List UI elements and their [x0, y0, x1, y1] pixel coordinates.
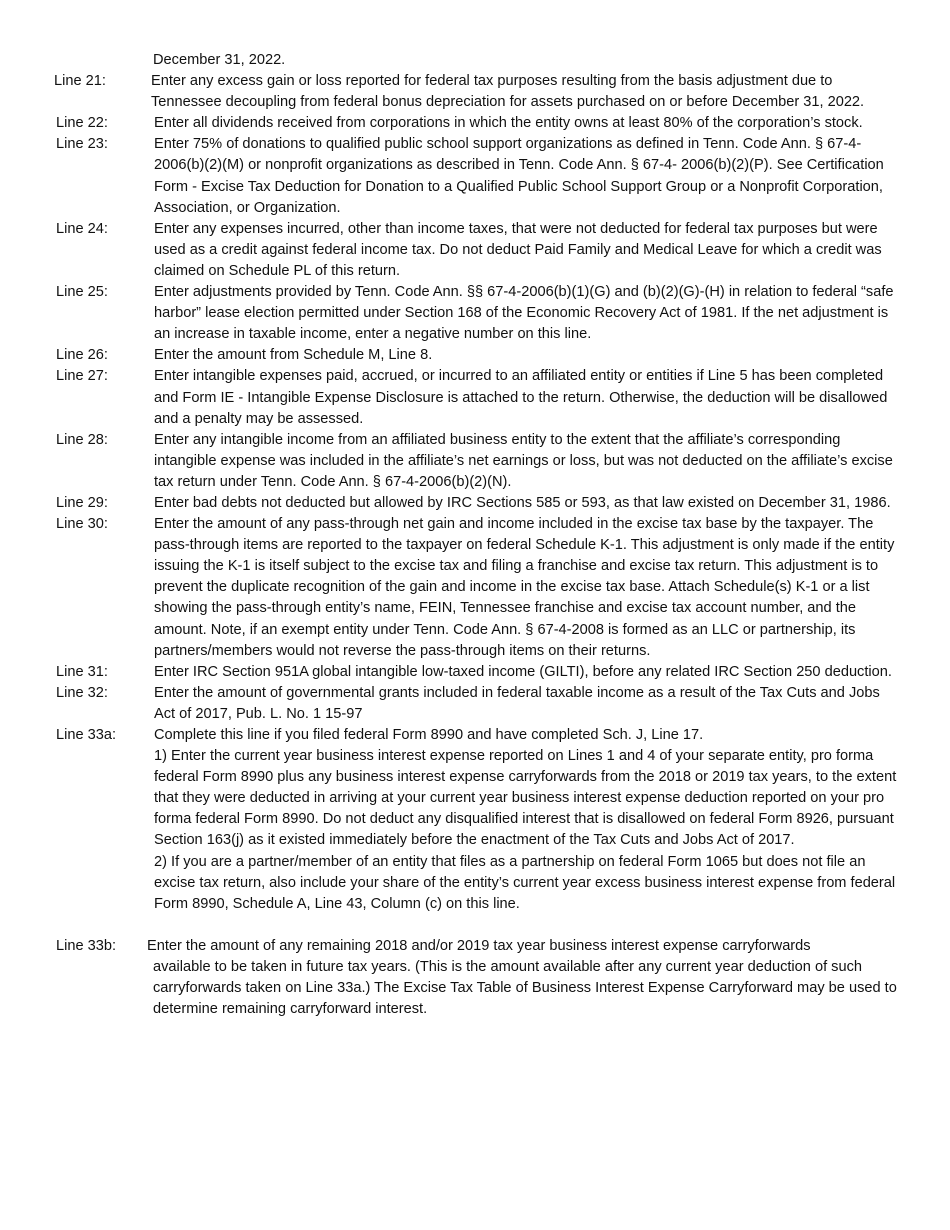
line-description: Enter adjustments provided by Tenn. Code Ann. §§ 67-4-2006(b)(1)(G) and (b)(2)(G)-(H) in relation to federal “safe harbor” lease election permitted under Section 168 of the Economic Recovery Act of 1981. If the net adjustment is an increase in taxable income, enter a negative number on this line. — [154, 284, 894, 343]
line-instructions-list — [0, 71, 950, 725]
line-label: Line 30: — [56, 516, 108, 533]
line-33b-first-line: Enter the amount of any remaining 2018 and/or 2019 tax year business interest expense carryforwards — [147, 937, 811, 954]
line-description: Enter any intangible income from an affiliated business entity to the extent that the affiliate’s corresponding intangible expense was included in the affiliate’s net earnings or loss, but was not deducted on the affiliate’s excise tax return under Tenn. Code Ann. § 67-4-2006(b)(2)(N). — [154, 431, 893, 490]
line-description — [147, 936, 899, 1020]
line-32-entry — [0, 683, 950, 725]
line-label: Line 26: — [56, 347, 108, 364]
line-21-entry — [0, 71, 950, 113]
line-33a-entry — [0, 725, 950, 915]
line-33b-entry — [0, 936, 950, 1020]
line-33a-intro: Complete this line if you filed federal Form 8990 and have completed Sch. J, Line 17. — [154, 727, 704, 743]
line-description: Enter all dividends received from corporations in which the entity owns at least 80% of the corporation’s stock. — [154, 115, 863, 132]
line-description: Enter any expenses incurred, other than income taxes, that were not deducted for federal tax purposes but were used as a credit against federal income tax. Do not deduct Paid Family and Medical Leave for which a credit was claimed on Schedule PL of this return. — [154, 220, 882, 279]
line-28-entry — [0, 430, 950, 493]
document-page — [0, 50, 950, 1020]
line-label: Line 27: — [56, 368, 108, 385]
line-22-entry — [0, 113, 950, 134]
line-25-entry — [0, 282, 950, 345]
line-description: Enter intangible expenses paid, accrued, or incurred to an affiliated entity or entities if Line 5 has been completed and Form IE - Intangible Expense Disclosure is attached to the return. Otherwise, the deduction will be disallowed and a penalty may be assessed. — [154, 368, 888, 427]
continued-text: December 31, 2022. — [153, 52, 286, 68]
line-description — [154, 725, 899, 915]
line-33b-continuation: available to be taken in future tax years. (This is the amount available after any current year deduction of such carryforwards taken on Line 33a.) The Excise Tax Table of Business Interest Expense Carryforward may be used to determine remaining carryforward interest. — [153, 958, 897, 1018]
line-23-entry — [0, 134, 950, 218]
line-description: Enter IRC Section 951A global intangible low-taxed income (GILTI), before any related IRC Section 250 deduction. — [154, 663, 892, 680]
line-label: Line 31: — [56, 663, 108, 680]
line-description: Enter the amount of any pass-through net gain and income included in the excise tax base by the taxpayer. The pass-through items are reported to the taxpayer on federal Schedule K-1. This adjustment is only made if the entity issuing the K-1 is itself subject to the excise tax and filing a franchise and excise tax return. This adjustment is to prevent the duplicate recognition of the gain and income in the excise tax base. Attach Schedule(s) K-1 or a list showing the pass-through entity’s name, FEIN, Tennessee franchise and excise tax account number, and the amount. Note, if an exempt entity under Tenn. Code Ann. § 67-4-2008 is formed as an LLC or partnership, its partners/members would not reverse the pass-through items on their returns. — [154, 516, 895, 659]
line-label: Line 29: — [56, 494, 108, 511]
line-description: Enter the amount of governmental grants included in federal taxable income as a result of the Tax Cuts and Jobs Act of 2017, Pub. L. No. 1 15-97 — [154, 684, 880, 722]
line-label: Line 28: — [56, 431, 108, 448]
line-label: Line 23: — [56, 136, 108, 153]
line-26-entry — [0, 345, 950, 366]
line-label: Line 21: — [54, 73, 106, 90]
line-24-entry — [0, 219, 950, 282]
line-label: Line 33b: — [56, 937, 117, 954]
line-label: Line 22: — [56, 115, 108, 132]
line-33a-paragraph-2: 2) If you are a partner/member of an entity that files as a partnership on federal Form 1065 but does not file an excise tax return, also include your share of the entity’s current year excess business interest expense from federal Form 8990, Schedule A, Line 43, Column (c) on this line. — [154, 853, 896, 912]
line-description: Enter 75% of donations to qualified public school support organizations as defined in Tenn. Code Ann. § 67-4-2006(b)(2)(M) or nonprofit organizations as described in Tenn. Code Ann. § 67-4- 2006(b)(2)(P). See Certification Form - Excise Tax Deduction for Donation to a Qualified Public School Support Group or a Nonprofit Corporation, Association, or Organization. — [154, 136, 884, 216]
line-30-entry — [0, 514, 950, 662]
line-label: Line 32: — [56, 684, 108, 701]
line-33a-paragraph-1: 1) Enter the current year business interest expense reported on Lines 1 and 4 of your separate entity, pro forma federal Form 8990 plus any business interest expense carryforwards from the 2018 or 2019 tax years, to the extent that they were deducted in arriving at your current year business interest expense deduction reported on your pro forma federal Form 8990. Do not deduct any disqualified interest that is disallowed on federal Form 8926, pursuant Section 163(j) as it existed immediately before the enactment of the Tax Cuts and Jobs Act of 2017. — [154, 748, 897, 849]
line-description: Enter bad debts not deducted but allowed by IRC Sections 585 or 593, as that law existed on December 31, 1986. — [154, 494, 891, 511]
line-label: Line 33a: — [56, 727, 117, 743]
line-27-entry — [0, 366, 950, 429]
line-description: Enter the amount from Schedule M, Line 8. — [154, 347, 433, 364]
line-label: Line 24: — [56, 220, 108, 237]
line-label: Line 25: — [56, 284, 108, 301]
line-31-entry — [0, 662, 950, 683]
line-29-entry — [0, 493, 950, 514]
line-description: Enter any excess gain or loss reported for federal tax purposes resulting from the basis adjustment due to Tennessee decoupling from federal bonus depreciation for assets purchased on or before December 31, 2022. — [151, 73, 865, 111]
